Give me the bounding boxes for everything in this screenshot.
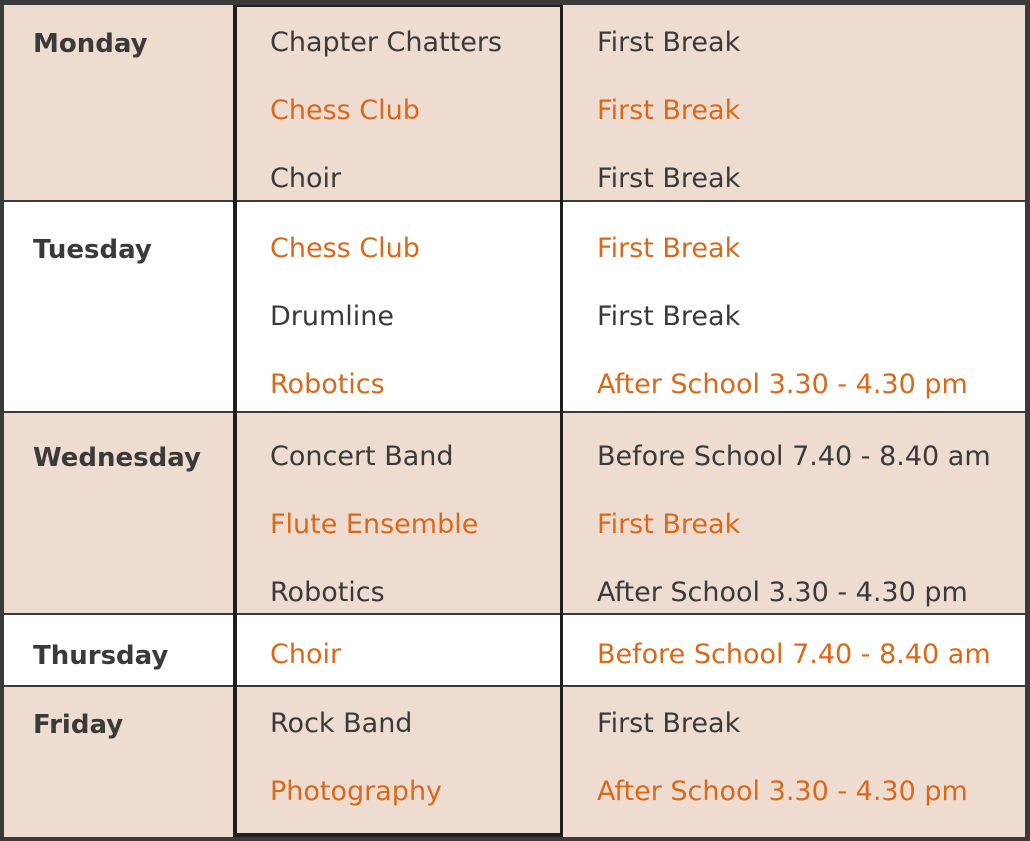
day-label: Tuesday [33,235,152,265]
activity-time: First Break [597,301,741,332]
day-label: Monday [33,29,148,59]
day-label: Wednesday [33,443,201,473]
activity-name: Chapter Chatters [270,27,502,58]
activity-column-frame [233,5,563,837]
activity-time: First Break [597,27,741,58]
activity-name: Chess Club [270,233,420,264]
day-label: Thursday [33,641,169,671]
activity-name: Robotics [270,369,385,400]
column-divider-day-activity [233,5,237,837]
column-divider-activity-time [560,5,563,837]
activity-name: Choir [270,163,342,194]
activity-time: First Break [597,233,741,264]
activity-time: Before School 7.40 - 8.40 am [597,639,991,670]
activity-time: First Break [597,509,741,540]
activity-name: Photography [270,776,443,807]
activity-name: Rock Band [270,708,413,739]
activity-time: After School 3.30 - 4.30 pm [597,776,968,807]
activity-name: Robotics [270,577,385,608]
activity-time: First Break [597,95,741,126]
activity-time: First Break [597,708,741,739]
activity-name: Drumline [270,301,395,332]
activity-time: Before School 7.40 - 8.40 am [597,441,991,472]
activity-time: First Break [597,163,741,194]
activity-name: Flute Ensemble [270,509,479,540]
activity-name: Concert Band [270,441,454,472]
activity-name: Choir [270,639,342,670]
activity-time: After School 3.30 - 4.30 pm [597,369,968,400]
day-label: Friday [33,710,124,740]
activity-time: After School 3.30 - 4.30 pm [597,577,968,608]
activity-name: Chess Club [270,95,420,126]
